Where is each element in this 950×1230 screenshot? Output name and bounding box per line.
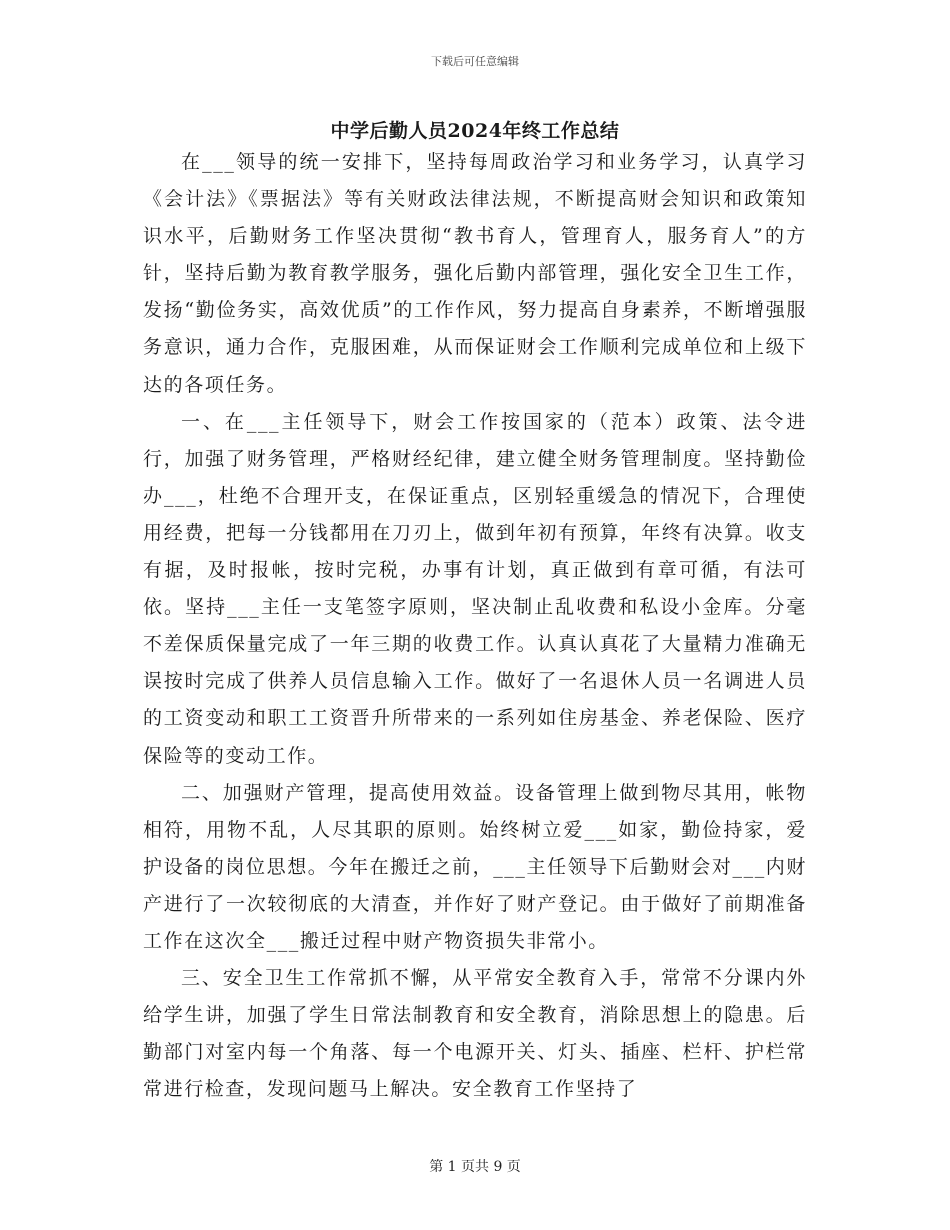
document-title: 中学后勤人员2024年终工作总结: [330, 120, 620, 142]
page-header-note: 下载后可任意编辑: [431, 55, 519, 68]
document-body: [143, 144, 807, 1108]
paragraph-intro: 在___领导的统一安排下，坚持每周政治学习和业务学习，认真学习《会计法》《票据法》等有关财政法律法规，不断提高财会知识和政策知识水平，后勤财务工作坚决贯彻“教书育人，管理育人，服务育人”的方针，坚持后勤为教育教学服务，强化后勤内部管理，强化安全卫生工作，发扬“勤俭务实，高效优质”的工作作风，努力提高自身素养，不断增强服务意识，通力合作，克服困难，从而保证财会工作顺利完成单位和上级下达的各项任务。: [143, 151, 807, 396]
paragraph-section-3: 三、安全卫生工作常抓不懈，从平常安全教育入手，常常不分课内外给学生讲，加强了学生日常法制教育和安全教育，消除思想上的隐患。后勤部门对室内每一个角落、每一个电源开关、灯头、插座、栏杆、护栏常常进行检查，发现问题马上解决。安全教育工作坚持了: [143, 967, 807, 1101]
paragraph-section-1: 一、在___主任领导下，财会工作按国家的（范本）政策、法令进行，加强了财务管理，严格财经纪律，建立健全财务管理制度。坚持勤俭办___，杜绝不合理开支，在保证重点，区别轻重缓急的情况下，合理使用经费，把每一分钱都用在刀刃上，做到年初有预算，年终有决算。收支有据，及时报帐，按时完税，办事有计划，真正做到有章可循，有法可依。坚持___主任一支笔签字原则，坚决制止乱收费和私设小金库。分毫不差保质保量完成了一年三期的收费工作。认真认真花了大量精力准确无误按时完成了供养人员信息输入工作。做好了一名退休人员一名调进人员的工资变动和职工工资晋升所带来的一系列如住房基金、养老保险、医疗保险等的变动工作。: [143, 410, 807, 767]
page-number-footer: 第 1 页共 9 页: [429, 1159, 521, 1175]
paragraph-section-2: 二、加强财产管理，提高使用效益。设备管理上做到物尽其用，帐物相符，用物不乱，人尽其职的原则。始终树立爱___如家，勤俭持家，爱护设备的岗位思想。今年在搬迁之前，___主任领导下后勤财会对___内财产进行了一次较彻底的大清查，并作好了财产登记。由于做好了前期准备工作在这次全___搬迁过程中财产物资损失非常小。: [143, 781, 808, 952]
